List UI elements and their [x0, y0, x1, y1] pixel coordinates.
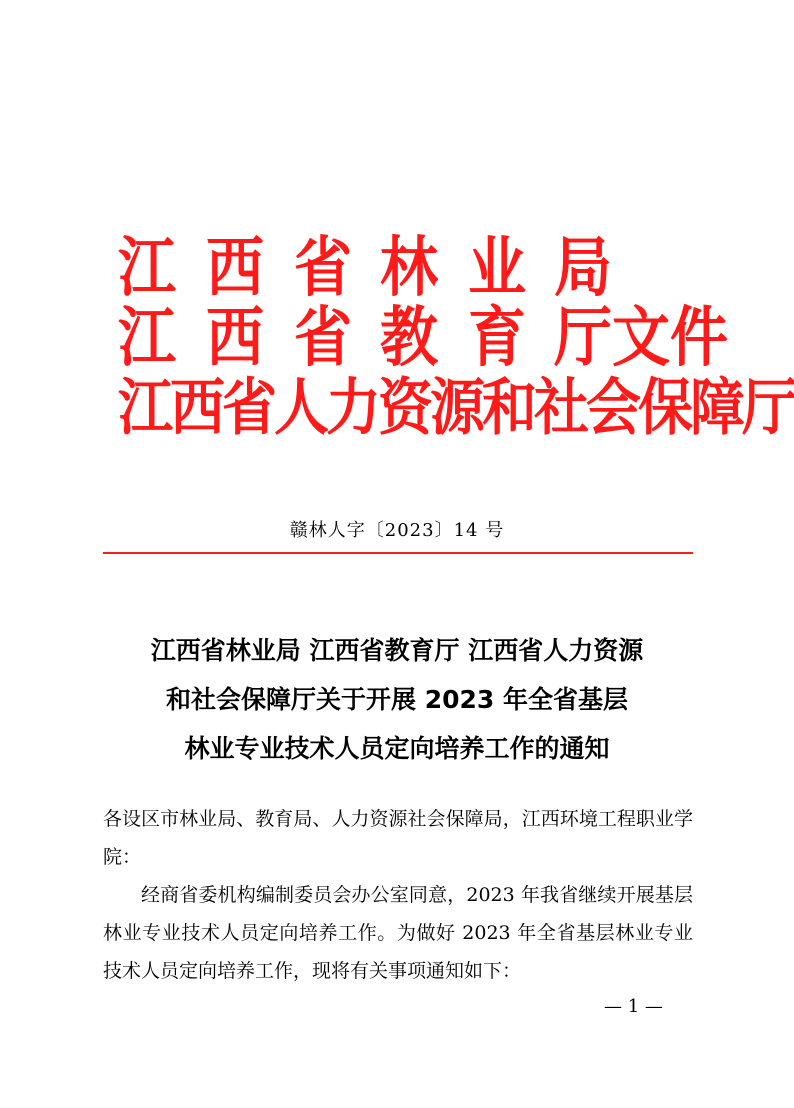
title-line: 江西省林业局 江西省教育厅 江西省人力资源 [150, 636, 644, 665]
page-number: — 1 — [604, 996, 663, 1017]
header-text: 江西省人力资源和社会保障厅 [118, 371, 794, 444]
header-char: 业 [468, 229, 527, 306]
header-char: 林 [380, 229, 439, 306]
header-row-forestry-bureau [118, 228, 698, 306]
header-char: 局 [554, 229, 613, 306]
red-separator-line [103, 552, 693, 554]
document-header [118, 228, 794, 444]
header-row-hr-social-security-dept [118, 368, 794, 444]
header-char: 西 [206, 229, 265, 306]
header-char: 省 [294, 299, 353, 376]
header-char: 育 [468, 299, 527, 376]
salutation: 各设区市林业局、教育局、人力资源社会保障局，江西环境工程职业学院： [103, 808, 693, 868]
header-char: 厅文件 [554, 299, 729, 376]
notice-title [90, 626, 704, 773]
header-char: 江 [118, 229, 177, 306]
header-char: 教 [380, 299, 439, 376]
notice-body [103, 800, 693, 990]
document-number: 赣林人字〔2023〕14 号 [289, 520, 505, 541]
header-char: 省 [294, 229, 353, 306]
body-paragraph: 经商省委机构编制委员会办公室同意，2023 年我省继续开展基层林业专业技术人员定向培养工作。为做好 2023 年全省基层林业专业技术人员定向培养工作，现将有关事项通知如下： [103, 884, 693, 982]
header-row-education-dept [118, 298, 729, 376]
header-char: 江 [118, 299, 177, 376]
title-line: 和社会保障厅关于开展 2023 年全省基层 [166, 685, 628, 714]
header-char: 西 [206, 299, 265, 376]
title-line: 林业专业技术人员定向培养工作的通知 [184, 734, 610, 763]
